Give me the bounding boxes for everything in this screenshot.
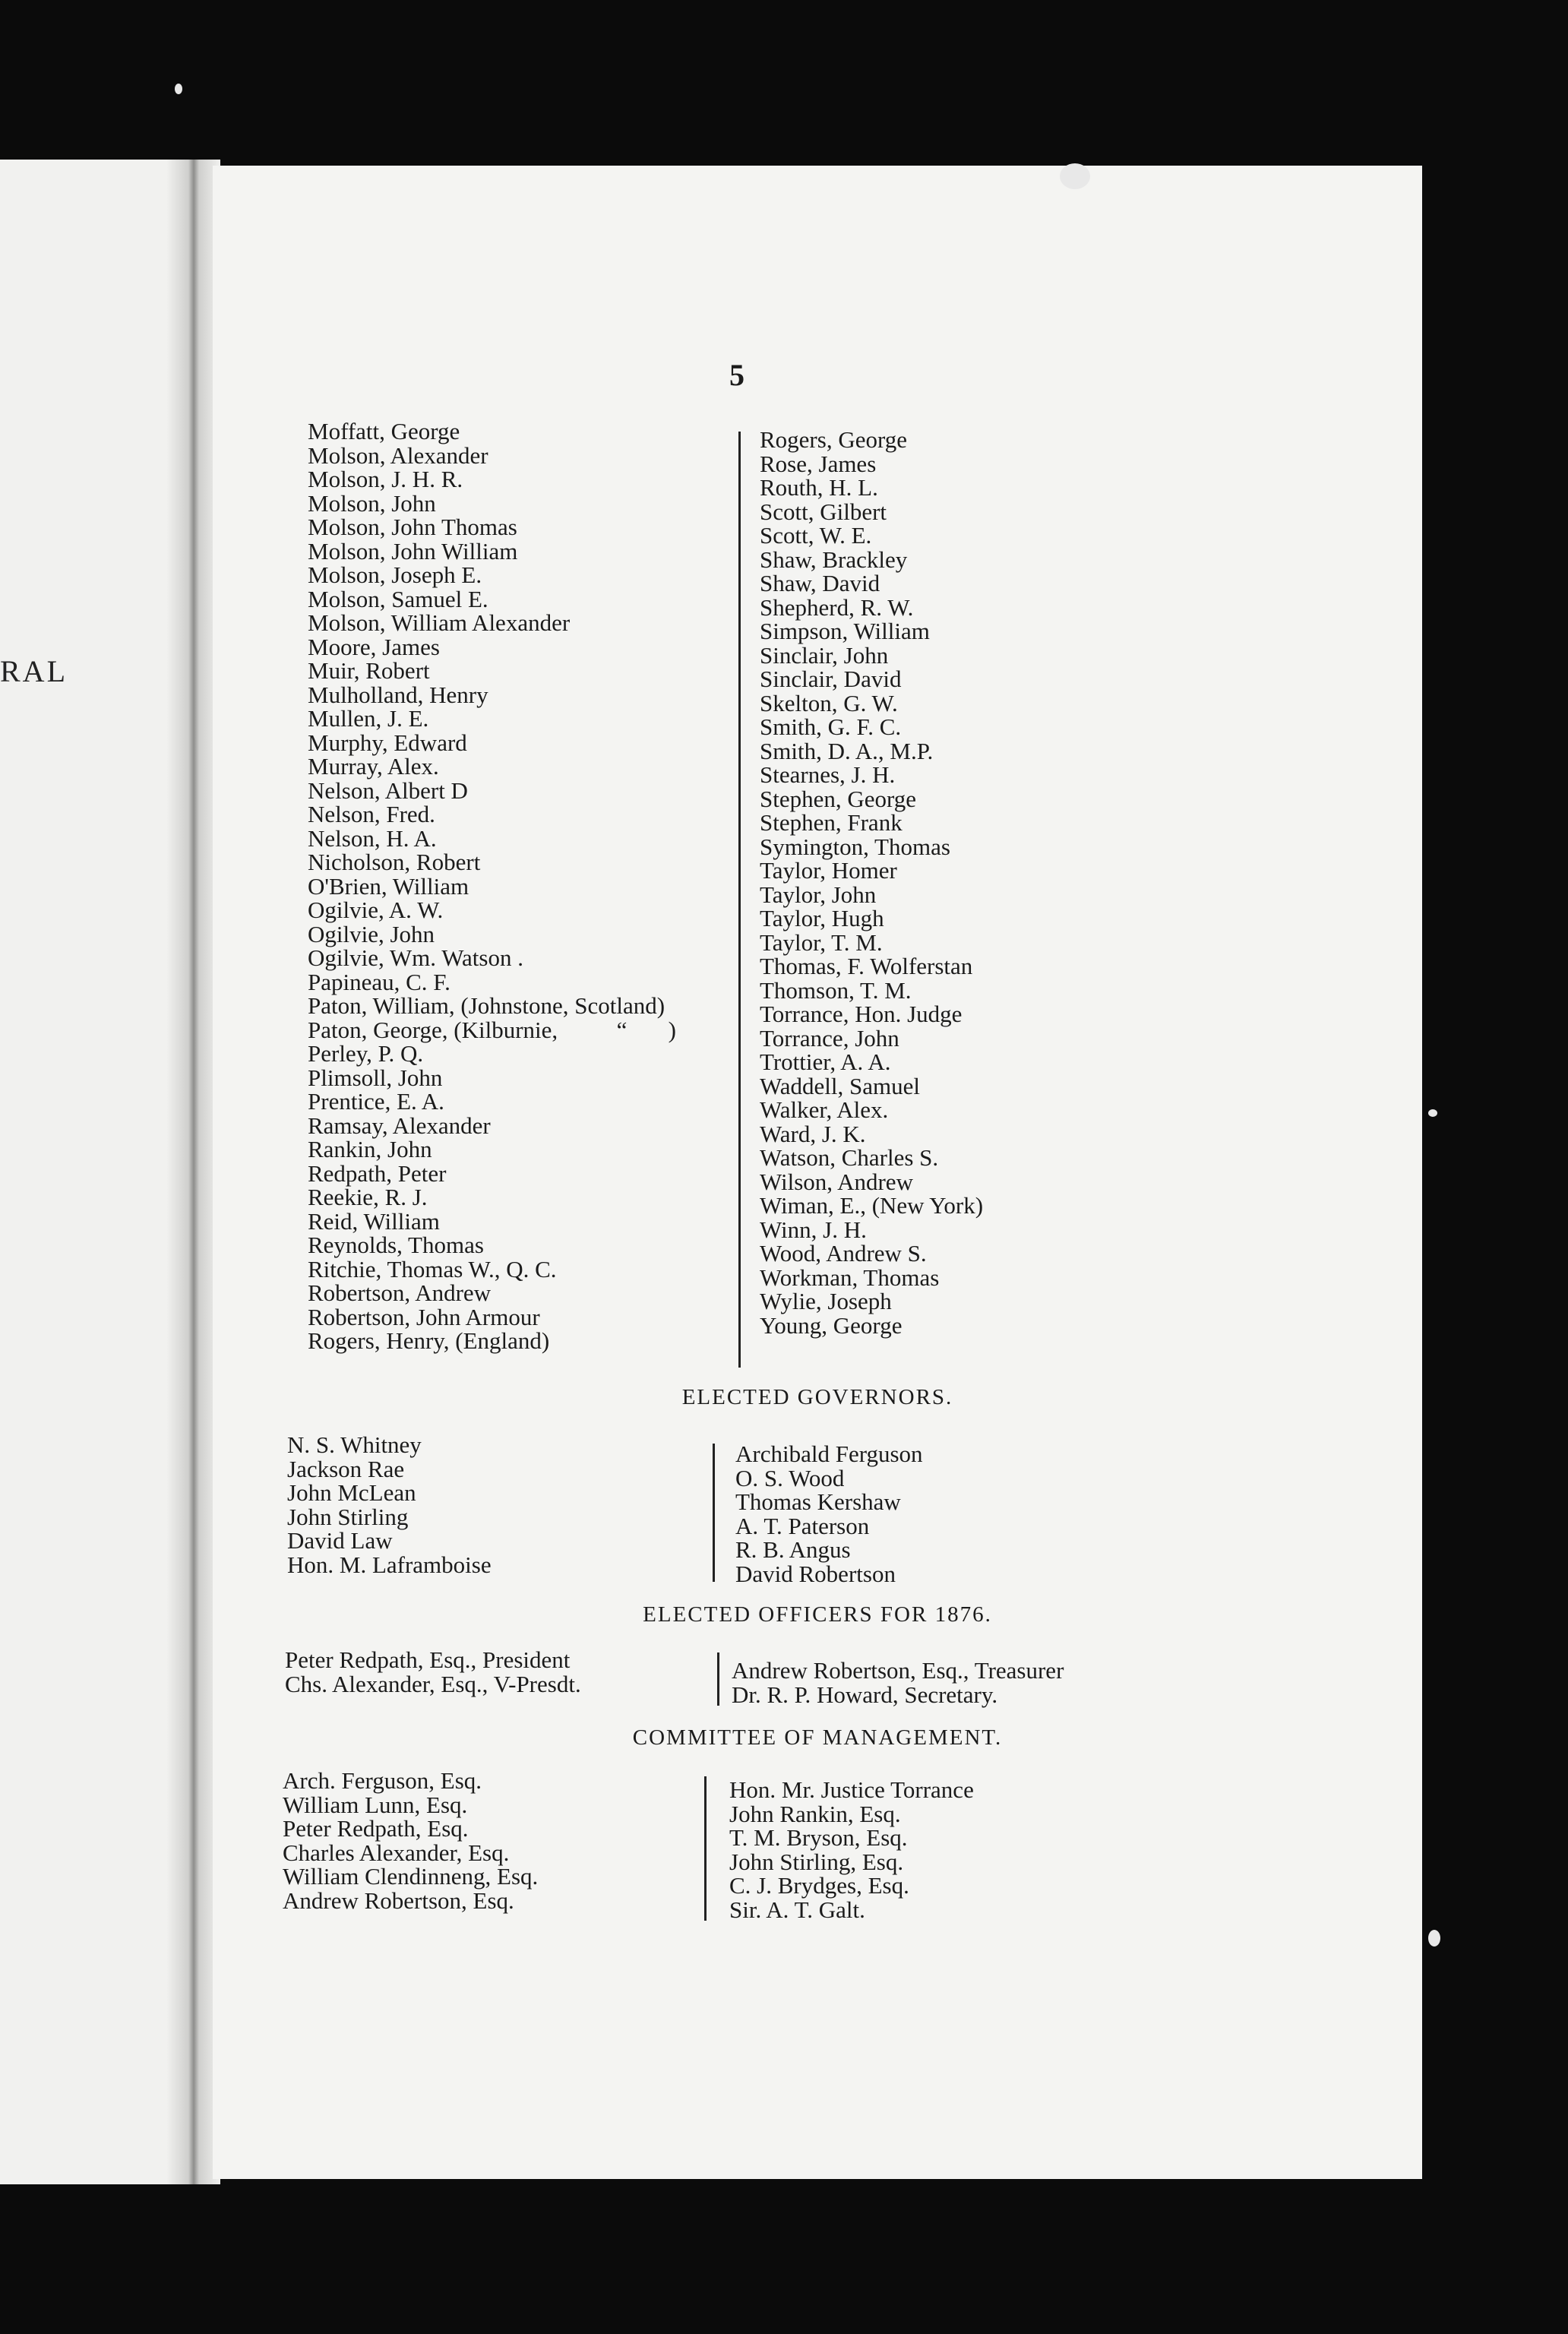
list-item: John Rankin, Esq. <box>729 1800 901 1827</box>
members-list-left <box>308 419 676 1353</box>
list-item: Wilson, Andrew <box>760 1168 913 1195</box>
list-item: Trottier, A. A. <box>760 1048 891 1075</box>
officers-list-right <box>732 1659 1064 1706</box>
list-item: Ritchie, Thomas W., Q. C. <box>308 1255 557 1282</box>
list-item: O'Brien, William <box>308 872 469 900</box>
list-item: Papineau, C. F. <box>308 968 450 995</box>
committee-list-left <box>283 1769 538 1912</box>
list-item: Paton, George, (Kilburnie, “ ) <box>308 1016 676 1043</box>
governors-list-right <box>735 1442 923 1586</box>
list-item: Moore, James <box>308 633 440 660</box>
members-list-right <box>760 428 983 1337</box>
list-item: Nicholson, Robert <box>308 849 481 875</box>
list-item: Plimsoll, John <box>308 1064 443 1091</box>
list-item: Jackson Rae <box>287 1455 405 1482</box>
list-item: Smith, D. A., M.P. <box>760 737 934 764</box>
list-item: Winn, J. H. <box>760 1216 867 1243</box>
committee-heading: COMMITTEE OF MANAGEMENT. <box>632 1725 1003 1750</box>
officers-list-left <box>285 1648 581 1696</box>
list-item: Torrance, Hon. Judge <box>760 1001 963 1027</box>
dust-speck <box>1428 1109 1437 1117</box>
list-item: Molson, John Thomas <box>308 514 517 540</box>
governors-list-left <box>287 1433 492 1577</box>
list-item: John McLean <box>287 1479 416 1506</box>
list-item: Molson, John William <box>308 537 518 565</box>
list-item: Andrew Robertson, Esq. <box>283 1886 514 1914</box>
list-item: Scott, Gilbert <box>760 498 887 525</box>
column-divider <box>738 432 741 1368</box>
list-item: Molson, Samuel E. <box>308 585 488 612</box>
list-item: Waddell, Samuel <box>760 1072 921 1099</box>
list-item: Robertson, Andrew <box>308 1279 492 1306</box>
list-item: Murphy, Edward <box>308 729 467 756</box>
list-item: David Law <box>287 1527 393 1554</box>
list-item: Muir, Robert <box>308 657 430 684</box>
list-item: Simpson, William <box>760 618 930 644</box>
list-item: Reid, William <box>308 1207 440 1235</box>
list-item: John Stirling <box>287 1503 409 1530</box>
list-item: Nelson, H. A. <box>308 824 437 852</box>
list-item: John Stirling, Esq. <box>729 1848 904 1875</box>
committee-list-right <box>729 1778 974 1921</box>
list-item: Molson, William Alexander <box>308 609 571 636</box>
list-item: Young, George <box>760 1311 903 1339</box>
list-item: Wiman, E., (New York) <box>760 1192 984 1219</box>
list-item: Stephen, George <box>760 785 917 812</box>
list-item: Taylor, John <box>760 881 877 908</box>
list-item: O. S. Wood <box>735 1464 845 1491</box>
list-item: Moffatt, George <box>308 418 460 444</box>
list-item: Symington, Thomas <box>760 833 950 860</box>
list-item: Routh, H. L. <box>760 474 878 501</box>
list-item: C. J. Brydges, Esq. <box>729 1872 909 1899</box>
list-item: Sinclair, David <box>760 666 902 692</box>
list-item: R. B. Angus <box>735 1536 851 1563</box>
list-item: Smith, G. F. C. <box>760 713 902 740</box>
list-item: Shaw, David <box>760 570 880 596</box>
list-item: Thomas Kershaw <box>735 1488 901 1515</box>
list-item: Taylor, T. M. <box>760 928 883 956</box>
list-item: Shepherd, R. W. <box>760 593 914 621</box>
list-item: Molson, John <box>308 489 436 517</box>
list-item: Wood, Andrew S. <box>760 1240 927 1267</box>
list-item: Taylor, Homer <box>760 857 897 884</box>
list-item: Rogers, Henry, (England) <box>308 1327 550 1354</box>
list-item: Thomson, T. M. <box>760 976 912 1004</box>
list-item: Sinclair, John <box>760 641 889 669</box>
list-item: Dr. R. P. Howard, Secretary. <box>732 1681 998 1708</box>
list-item: Paton, William, (Johnstone, Scotland) <box>308 992 665 1019</box>
list-item: Ogilvie, A. W. <box>308 897 444 923</box>
list-item: T. M. Bryson, Esq. <box>729 1824 908 1851</box>
list-item: William Lunn, Esq. <box>283 1791 468 1818</box>
list-item: Walker, Alex. <box>760 1096 889 1123</box>
list-item: Rose, James <box>760 450 877 477</box>
list-item: Wylie, Joseph <box>760 1288 892 1314</box>
list-item: Mulholland, Henry <box>308 681 488 708</box>
list-item: Stearnes, J. H. <box>760 761 896 788</box>
list-item: Shaw, Brackley <box>760 546 908 573</box>
list-item: Arch. Ferguson, Esq. <box>283 1767 482 1794</box>
list-item: Sir. A. T. Galt. <box>729 1896 865 1923</box>
list-item: Molson, J. H. R. <box>308 466 463 492</box>
list-item: Prentice, E. A. <box>308 1088 444 1115</box>
list-item: Taylor, Hugh <box>760 905 884 931</box>
list-item: Stephen, Frank <box>760 809 903 836</box>
list-item: Workman, Thomas <box>760 1263 940 1291</box>
dust-speck <box>175 84 182 94</box>
list-item: Ogilvie, John <box>308 920 435 947</box>
column-divider <box>704 1776 707 1921</box>
list-item: Rankin, John <box>308 1136 432 1162</box>
column-divider <box>713 1444 715 1582</box>
list-item: Watson, Charles S. <box>760 1144 939 1171</box>
dust-speck <box>1428 1930 1440 1947</box>
list-item: Chs. Alexander, Esq., V-Presdt. <box>285 1670 581 1697</box>
list-item: Ogilvie, Wm. Watson . <box>308 944 523 971</box>
list-item: Torrance, John <box>760 1024 899 1052</box>
list-item: Redpath, Peter <box>308 1159 447 1187</box>
list-item: William Clendinneng, Esq. <box>283 1863 539 1890</box>
previous-page-fragment: RAL <box>0 654 68 688</box>
list-item: Hon. M. Laframboise <box>287 1551 492 1578</box>
officers-heading: ELECTED OFFICERS FOR 1876. <box>643 1602 992 1627</box>
list-item: Robertson, John Armour <box>308 1303 540 1330</box>
list-item: Archibald Ferguson <box>735 1441 923 1467</box>
governors-heading: ELECTED GOVERNORS. <box>681 1385 953 1409</box>
list-item: Peter Redpath, Esq. <box>283 1815 469 1842</box>
list-item: Nelson, Fred. <box>308 801 435 827</box>
list-item: A. T. Paterson <box>735 1512 870 1539</box>
dust-speck <box>1060 163 1090 189</box>
list-item: Thomas, F. Wolferstan <box>760 953 973 979</box>
list-item: Hon. Mr. Justice Torrance <box>729 1776 974 1803</box>
list-item: Mullen, J. E. <box>308 705 429 732</box>
column-divider <box>717 1652 719 1706</box>
list-item: Reekie, R. J. <box>308 1184 428 1210</box>
list-item: Ward, J. K. <box>760 1120 866 1147</box>
list-item: Rogers, George <box>760 426 907 453</box>
list-item: Reynolds, Thomas <box>308 1232 484 1258</box>
list-item: Nelson, Albert D <box>308 776 468 804</box>
list-item: Molson, Joseph E. <box>308 561 482 588</box>
list-item: Perley, P. Q. <box>308 1040 424 1067</box>
list-item: David Robertson <box>735 1560 896 1587</box>
list-item: Murray, Alex. <box>308 753 439 780</box>
list-item: Skelton, G. W. <box>760 689 898 716</box>
list-item: Scott, W. E. <box>760 522 872 549</box>
page-number: 5 <box>729 358 744 392</box>
list-item: Molson, Alexander <box>308 441 488 469</box>
list-item: Andrew Robertson, Esq., Treasurer <box>732 1657 1064 1684</box>
list-item: Ramsay, Alexander <box>308 1112 491 1139</box>
list-item: Peter Redpath, Esq., President <box>285 1646 571 1673</box>
list-item: N. S. Whitney <box>287 1431 422 1458</box>
list-item: Charles Alexander, Esq. <box>283 1839 510 1866</box>
